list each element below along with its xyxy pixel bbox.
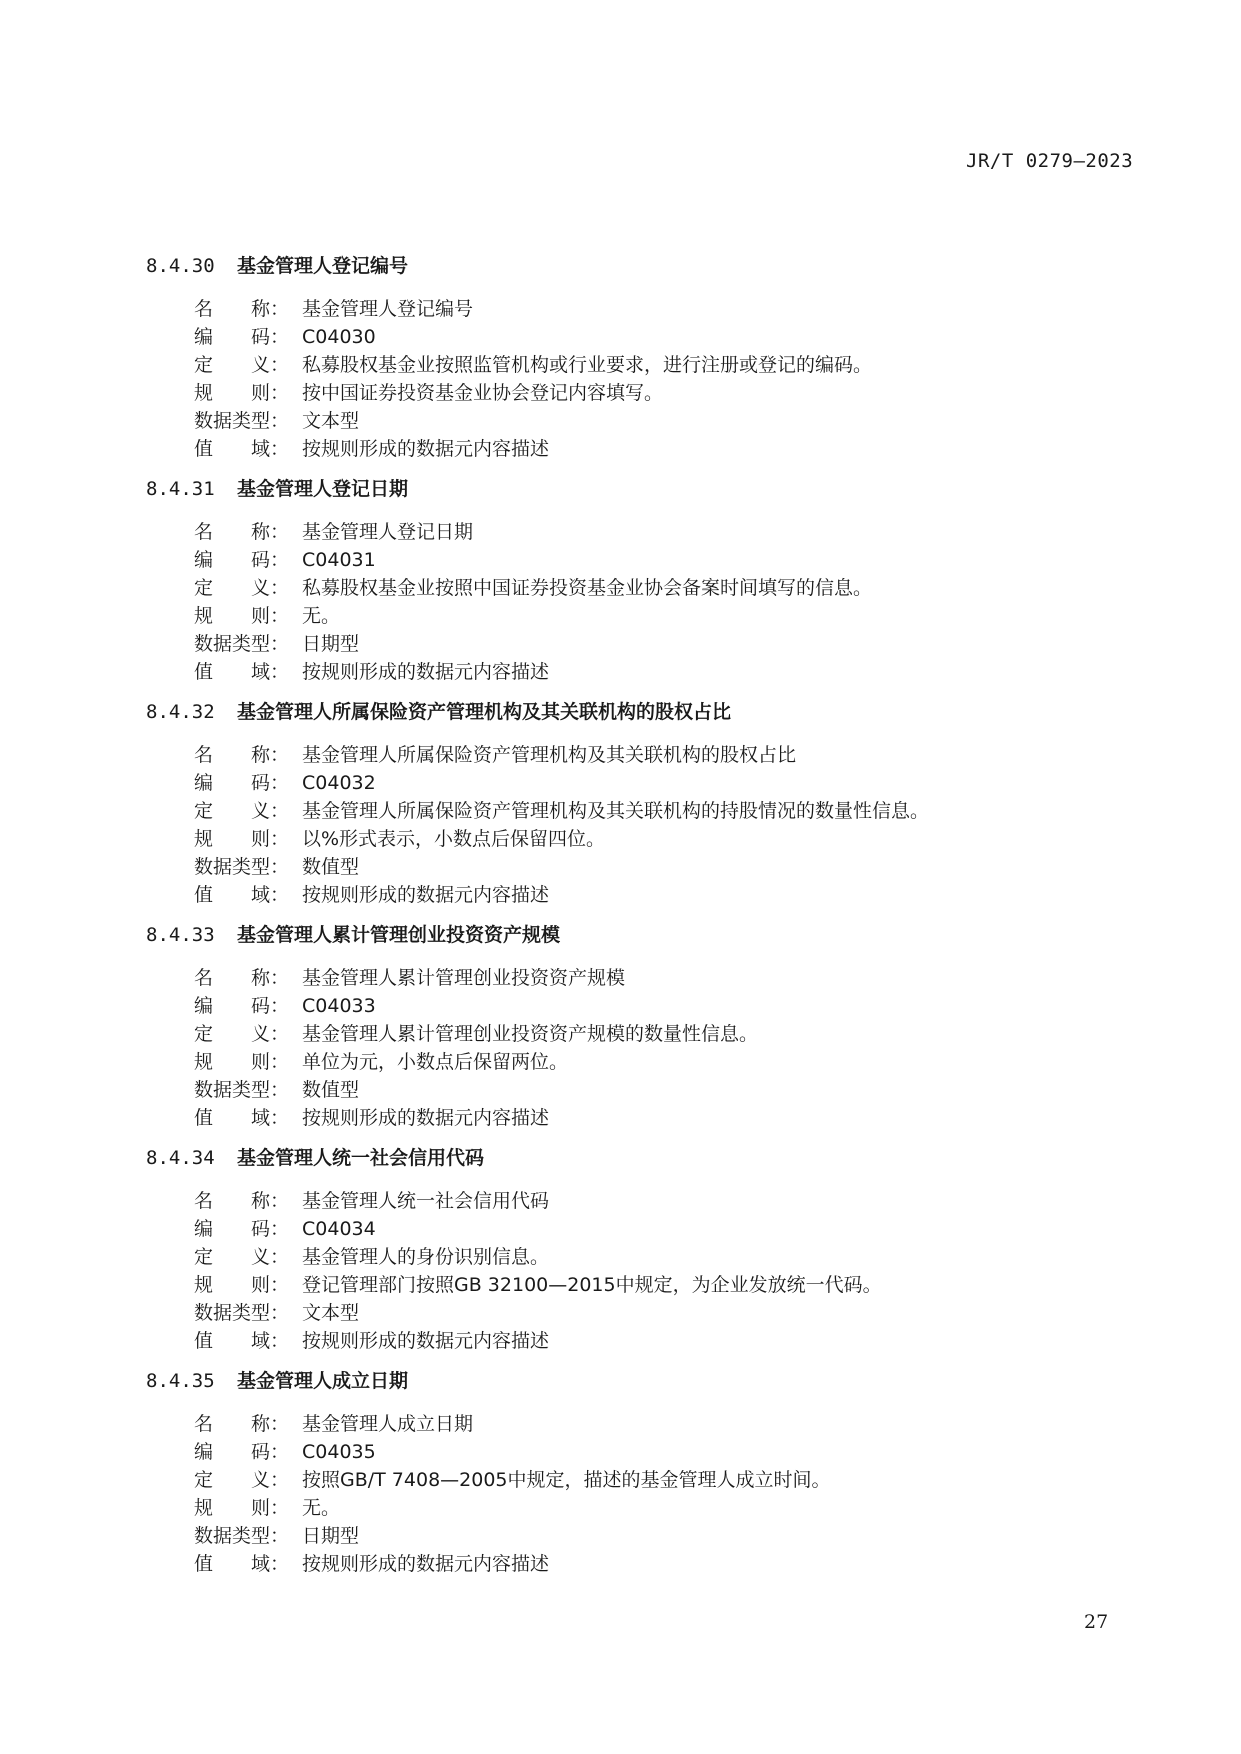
field-list [194,1410,1126,1578]
data-element-section [146,1369,1126,1578]
field-value: 私募股权基金业按照监管机构或行业要求，进行注册或登记的编码。 [302,354,873,376]
field-list [194,1187,1126,1355]
field-value: 单位为元，小数点后保留两位。 [302,1051,569,1073]
field-label: 规 则： [194,382,290,404]
field-list [194,518,1126,686]
field-value: C04031 [302,549,376,571]
field-value: 日期型 [302,633,360,655]
section-number: 8.4.30 [146,255,215,277]
field-row-value-domain [194,658,1126,686]
field-row-definition [194,351,1126,379]
field-label: 编 码： [194,995,290,1017]
field-label: 数据类型： [194,410,290,432]
field-value: 基金管理人累计管理创业投资资产规模 [302,967,626,989]
field-value: C04032 [302,772,376,794]
field-value: 按中国证券投资基金业协会登记内容填写。 [302,382,664,404]
field-value: C04033 [302,995,376,1017]
field-row-data-type [194,1076,1126,1104]
field-row-definition [194,797,1126,825]
field-label: 定 义： [194,800,290,822]
field-value: 基金管理人登记日期 [302,521,474,543]
section-title: 基金管理人成立日期 [237,1370,409,1392]
section-heading [146,700,1126,724]
data-element-section [146,1146,1126,1369]
field-value: 按照GB/T 7408—2005中规定，描述的基金管理人成立时间。 [302,1469,831,1491]
field-label: 数据类型： [194,856,290,878]
field-row-value-domain [194,881,1126,909]
field-label: 编 码： [194,549,290,571]
field-label: 值 域： [194,1330,290,1352]
field-value: 无。 [302,1497,341,1519]
field-value: C04030 [302,326,376,348]
field-label: 定 义： [194,1023,290,1045]
section-title: 基金管理人统一社会信用代码 [237,1147,485,1169]
field-row-data-type [194,407,1126,435]
field-label: 定 义： [194,1246,290,1268]
field-value: 基金管理人成立日期 [302,1413,474,1435]
field-value: 基金管理人登记编号 [302,298,474,320]
field-value: 数值型 [302,1079,360,1101]
section-number: 8.4.33 [146,924,215,946]
field-row-definition [194,574,1126,602]
field-label: 值 域： [194,1553,290,1575]
field-row-code [194,769,1126,797]
field-value: 按规则形成的数据元内容描述 [302,884,550,906]
section-heading [146,923,1126,947]
section-number: 8.4.35 [146,1370,215,1392]
field-value: 日期型 [302,1525,360,1547]
section-heading [146,477,1126,501]
field-label: 数据类型： [194,633,290,655]
field-value: C04034 [302,1218,376,1240]
field-row-value-domain [194,1104,1126,1132]
field-label: 数据类型： [194,1079,290,1101]
field-row-definition [194,1243,1126,1271]
field-value: 基金管理人统一社会信用代码 [302,1190,550,1212]
field-label: 名 称： [194,298,290,320]
field-value: C04035 [302,1441,376,1463]
field-value: 基金管理人的身份识别信息。 [302,1246,550,1268]
field-row-data-type [194,853,1126,881]
field-value: 数值型 [302,856,360,878]
field-row-value-domain [194,1327,1126,1355]
field-value: 按规则形成的数据元内容描述 [302,1330,550,1352]
field-row-name [194,518,1126,546]
field-value: 按规则形成的数据元内容描述 [302,661,550,683]
field-label: 编 码： [194,326,290,348]
field-row-rule [194,602,1126,630]
field-row-data-type [194,1299,1126,1327]
field-list [194,964,1126,1132]
section-number: 8.4.31 [146,478,215,500]
field-label: 规 则： [194,1497,290,1519]
page-number: 27 [1084,1611,1109,1633]
field-label: 规 则： [194,828,290,850]
field-value: 私募股权基金业按照中国证券投资基金业协会备案时间填写的信息。 [302,577,873,599]
field-label: 名 称： [194,744,290,766]
section-title: 基金管理人累计管理创业投资资产规模 [237,924,561,946]
section-title: 基金管理人所属保险资产管理机构及其关联机构的股权占比 [237,701,732,723]
field-row-value-domain [194,1550,1126,1578]
field-label: 数据类型： [194,1525,290,1547]
field-row-data-type [194,1522,1126,1550]
field-label: 名 称： [194,1413,290,1435]
field-row-name [194,1410,1126,1438]
field-row-data-type [194,630,1126,658]
section-heading [146,1369,1126,1393]
field-value: 按规则形成的数据元内容描述 [302,1107,550,1129]
field-label: 名 称： [194,1190,290,1212]
field-label: 名 称： [194,521,290,543]
field-label: 值 域： [194,661,290,683]
field-label: 编 码： [194,772,290,794]
field-label: 值 域： [194,884,290,906]
field-label: 值 域： [194,438,290,460]
data-element-section [146,254,1126,477]
field-label: 定 义： [194,354,290,376]
field-row-rule [194,825,1126,853]
field-row-name [194,741,1126,769]
field-value: 基金管理人所属保险资产管理机构及其关联机构的股权占比 [302,744,797,766]
field-value: 基金管理人所属保险资产管理机构及其关联机构的持股情况的数量性信息。 [302,800,930,822]
field-row-name [194,964,1126,992]
field-row-code [194,323,1126,351]
section-title: 基金管理人登记日期 [237,478,409,500]
field-row-name [194,295,1126,323]
field-value: 登记管理部门按照GB 32100—2015中规定，为企业发放统一代码。 [302,1274,882,1296]
field-label: 定 义： [194,577,290,599]
field-value: 按规则形成的数据元内容描述 [302,1553,550,1575]
section-title: 基金管理人登记编号 [237,255,409,277]
field-row-value-domain [194,435,1126,463]
field-row-rule [194,379,1126,407]
standard-number: JR/T 0279—2023 [966,150,1134,172]
field-label: 名 称： [194,967,290,989]
field-row-code [194,1215,1126,1243]
field-label: 规 则： [194,1274,290,1296]
field-list [194,741,1126,909]
field-value: 以%形式表示，小数点后保留四位。 [302,828,606,850]
field-row-code [194,1438,1126,1466]
section-heading [146,254,1126,278]
field-list [194,295,1126,463]
field-row-rule [194,1494,1126,1522]
field-value: 文本型 [302,1302,360,1324]
field-value: 按规则形成的数据元内容描述 [302,438,550,460]
field-row-rule [194,1048,1126,1076]
field-value: 无。 [302,605,341,627]
data-element-section [146,477,1126,700]
field-row-code [194,546,1126,574]
section-number: 8.4.32 [146,701,215,723]
field-label: 规 则： [194,605,290,627]
field-label: 编 码： [194,1441,290,1463]
field-row-definition [194,1466,1126,1494]
field-row-name [194,1187,1126,1215]
field-label: 定 义： [194,1469,290,1491]
field-value: 文本型 [302,410,360,432]
field-row-definition [194,1020,1126,1048]
field-row-code [194,992,1126,1020]
field-label: 规 则： [194,1051,290,1073]
section-number: 8.4.34 [146,1147,215,1169]
field-label: 数据类型： [194,1302,290,1324]
field-label: 值 域： [194,1107,290,1129]
data-element-section [146,700,1126,923]
section-heading [146,1146,1126,1170]
field-value: 基金管理人累计管理创业投资资产规模的数量性信息。 [302,1023,759,1045]
document-body [146,254,1126,1578]
data-element-section [146,923,1126,1146]
field-row-rule [194,1271,1126,1299]
field-label: 编 码： [194,1218,290,1240]
